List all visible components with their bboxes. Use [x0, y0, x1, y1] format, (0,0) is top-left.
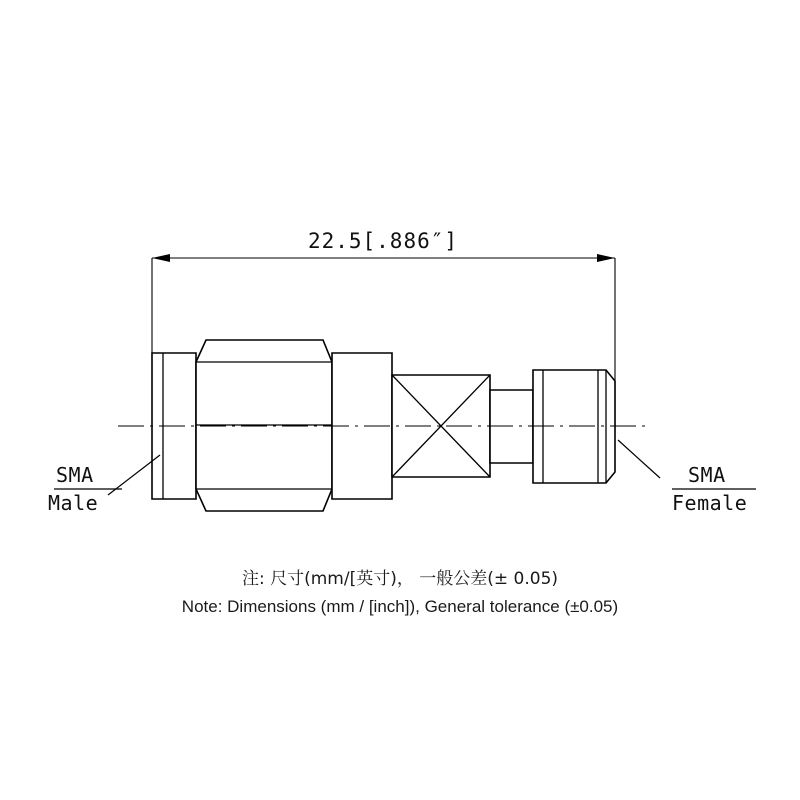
right-callout	[618, 440, 756, 515]
arrow-right-icon	[597, 254, 615, 262]
left-label-line1: SMA	[56, 463, 94, 487]
overall-length-dimension-label: 22.5[.886″]	[307, 229, 459, 253]
left-label-line2: Male	[48, 491, 99, 515]
right-label-line2: Female	[672, 491, 748, 515]
connector-assembly	[118, 340, 648, 511]
left-callout	[48, 455, 160, 515]
note-english: Note: Dimensions (mm / [inch]), General tolerance (±0.05)	[181, 597, 619, 616]
note-chinese: 注: 尺寸(mm/[英寸)， 一般公差(± 0.05)	[241, 569, 559, 589]
arrow-left-icon	[152, 254, 170, 262]
notes-block	[0, 565, 800, 621]
leader-line-right	[618, 440, 660, 478]
right-label-line1: SMA	[688, 463, 726, 487]
